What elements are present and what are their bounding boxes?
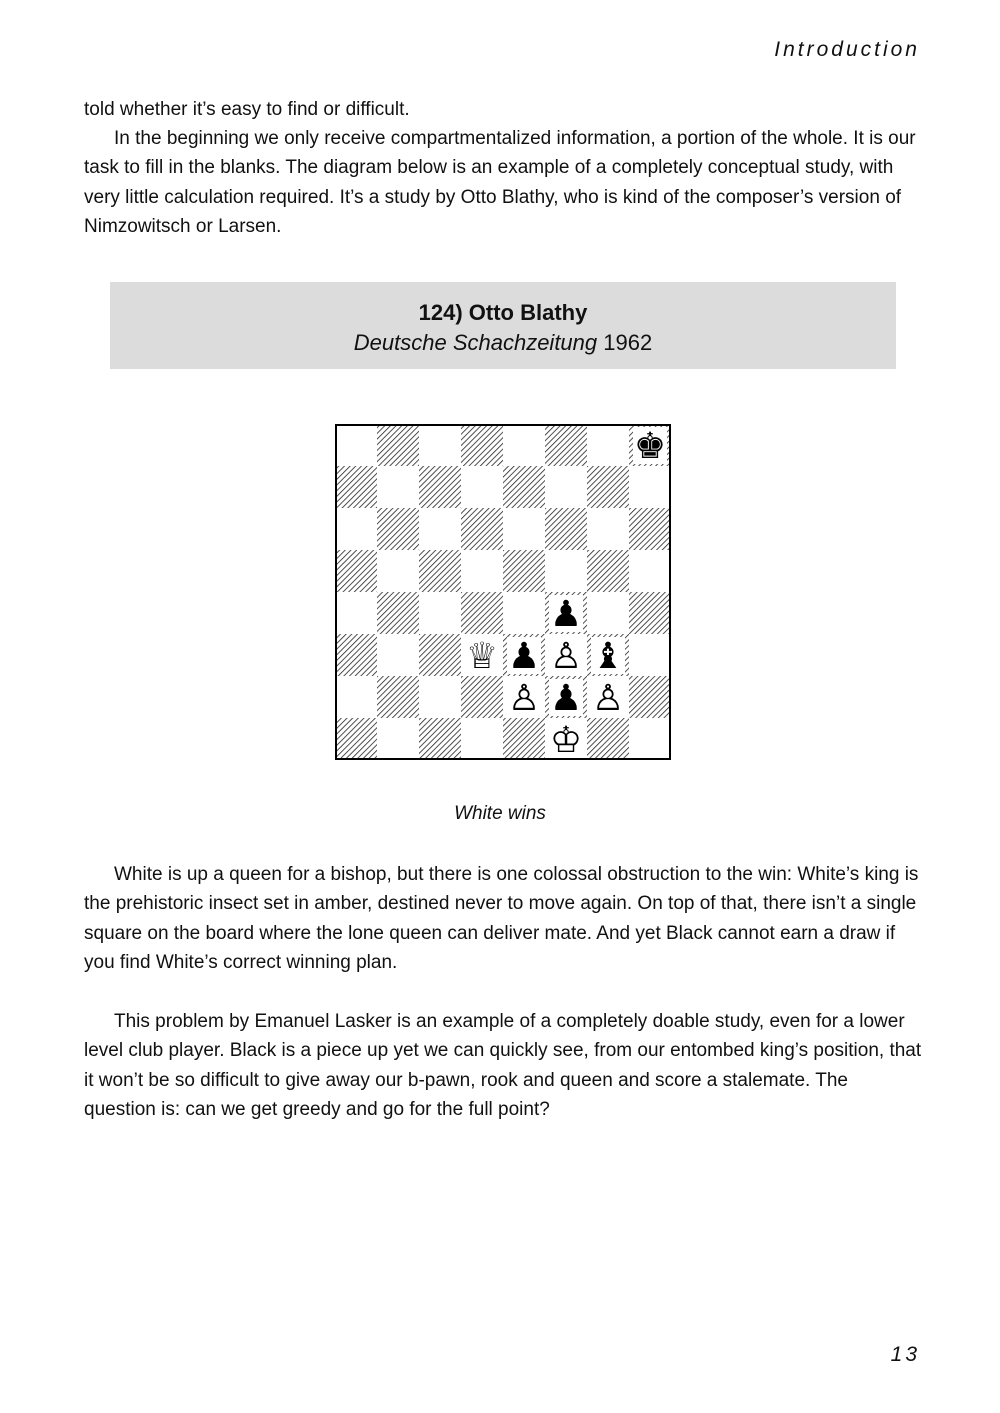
square-a5 — [335, 550, 377, 592]
square-d2 — [461, 676, 503, 718]
study-year: 1962 — [603, 330, 653, 355]
square-d6 — [461, 508, 503, 550]
page-number: 13 — [890, 1343, 920, 1366]
square-f6 — [545, 508, 587, 550]
square-a2 — [335, 676, 377, 718]
square-a6 — [335, 508, 377, 550]
square-f7 — [545, 466, 587, 508]
black-king-h8: ♚ — [633, 426, 667, 467]
paragraph-continuation: told whether it’s easy to find or difficult. — [84, 99, 410, 120]
square-c8 — [419, 424, 461, 466]
square-h4 — [629, 592, 671, 634]
square-b1 — [377, 718, 419, 760]
black-pawn-f4: ♟ — [549, 594, 583, 635]
square-h1 — [629, 718, 671, 760]
square-b7 — [377, 466, 419, 508]
square-d7 — [461, 466, 503, 508]
paragraph-intro: In the beginning we only receive compartmentalized information, a portion of the whole. It is our task to fill in the blanks. The diagram below is an example of a completely conceptual study, with very little calculation required. It’s a study by Otto Blathy, who is kind of the composer’s version of Nimzowitsch or Larsen. — [84, 128, 916, 237]
paragraph-analysis: White is up a queen for a bishop, but there is one colossal obstruction to the win: White’s king is the prehistoric insect set in amber, destined never to move again. On top of that, there isn’t a single square on the board where the lone queen can deliver mate. And yet Black cannot earn a draw if you find White’s correct winning plan. — [84, 864, 919, 973]
white-pawn-e2: ♙ — [507, 678, 541, 719]
study-title: 124) Otto Blathy — [418, 300, 588, 325]
square-e7 — [503, 466, 545, 508]
square-g5 — [587, 550, 629, 592]
square-d4 — [461, 592, 503, 634]
square-g7 — [587, 466, 629, 508]
square-e8 — [503, 424, 545, 466]
black-bishop-g3: ♝ — [591, 636, 625, 677]
white-queen-d3: ♕ — [465, 636, 499, 677]
square-e5 — [503, 550, 545, 592]
square-c7 — [419, 466, 461, 508]
paragraph-lasker: This problem by Emanuel Lasker is an example of a completely doable study, even for a lower level club player. Black is a piece up yet we can quickly see, from our entombed king’s position, that it won’t be so difficult to give away our b-pawn, rook and queen and score a stalemate. The question is: can we get greedy and go for the full point? — [84, 1011, 922, 1120]
square-h5 — [629, 550, 671, 592]
square-e4 — [503, 592, 545, 634]
square-b3 — [377, 634, 419, 676]
square-g6 — [587, 508, 629, 550]
chess-diagram — [335, 424, 671, 760]
square-e6 — [503, 508, 545, 550]
white-pawn-g2: ♙ — [591, 678, 625, 719]
square-b8 — [377, 424, 419, 466]
square-h6 — [629, 508, 671, 550]
square-c4 — [419, 592, 461, 634]
square-b5 — [377, 550, 419, 592]
square-d8 — [461, 424, 503, 466]
square-h2 — [629, 676, 671, 718]
square-a4 — [335, 592, 377, 634]
square-d1 — [461, 718, 503, 760]
white-king-f1: ♔ — [549, 720, 583, 760]
diagram-caption: White wins — [454, 803, 546, 824]
square-a7 — [335, 466, 377, 508]
square-c6 — [419, 508, 461, 550]
square-c5 — [419, 550, 461, 592]
square-g1 — [587, 718, 629, 760]
square-c1 — [419, 718, 461, 760]
square-h3 — [629, 634, 671, 676]
square-c2 — [419, 676, 461, 718]
square-g4 — [587, 592, 629, 634]
square-h7 — [629, 466, 671, 508]
square-b6 — [377, 508, 419, 550]
square-b2 — [377, 676, 419, 718]
study-publication: Deutsche Schachzeitung — [353, 330, 598, 355]
study-header — [110, 282, 896, 369]
square-a1 — [335, 718, 377, 760]
black-pawn-f2: ♟ — [549, 678, 583, 719]
square-e1 — [503, 718, 545, 760]
square-f5 — [545, 550, 587, 592]
square-g8 — [587, 424, 629, 466]
square-d5 — [461, 550, 503, 592]
chess-board — [335, 424, 671, 760]
square-a8 — [335, 424, 377, 466]
square-c3 — [419, 634, 461, 676]
running-head: Introduction — [774, 38, 920, 61]
white-pawn-f3: ♙ — [549, 636, 583, 677]
square-f8 — [545, 424, 587, 466]
black-pawn-e3: ♟ — [507, 636, 541, 677]
square-a3 — [335, 634, 377, 676]
square-b4 — [377, 592, 419, 634]
study-source — [110, 327, 896, 359]
